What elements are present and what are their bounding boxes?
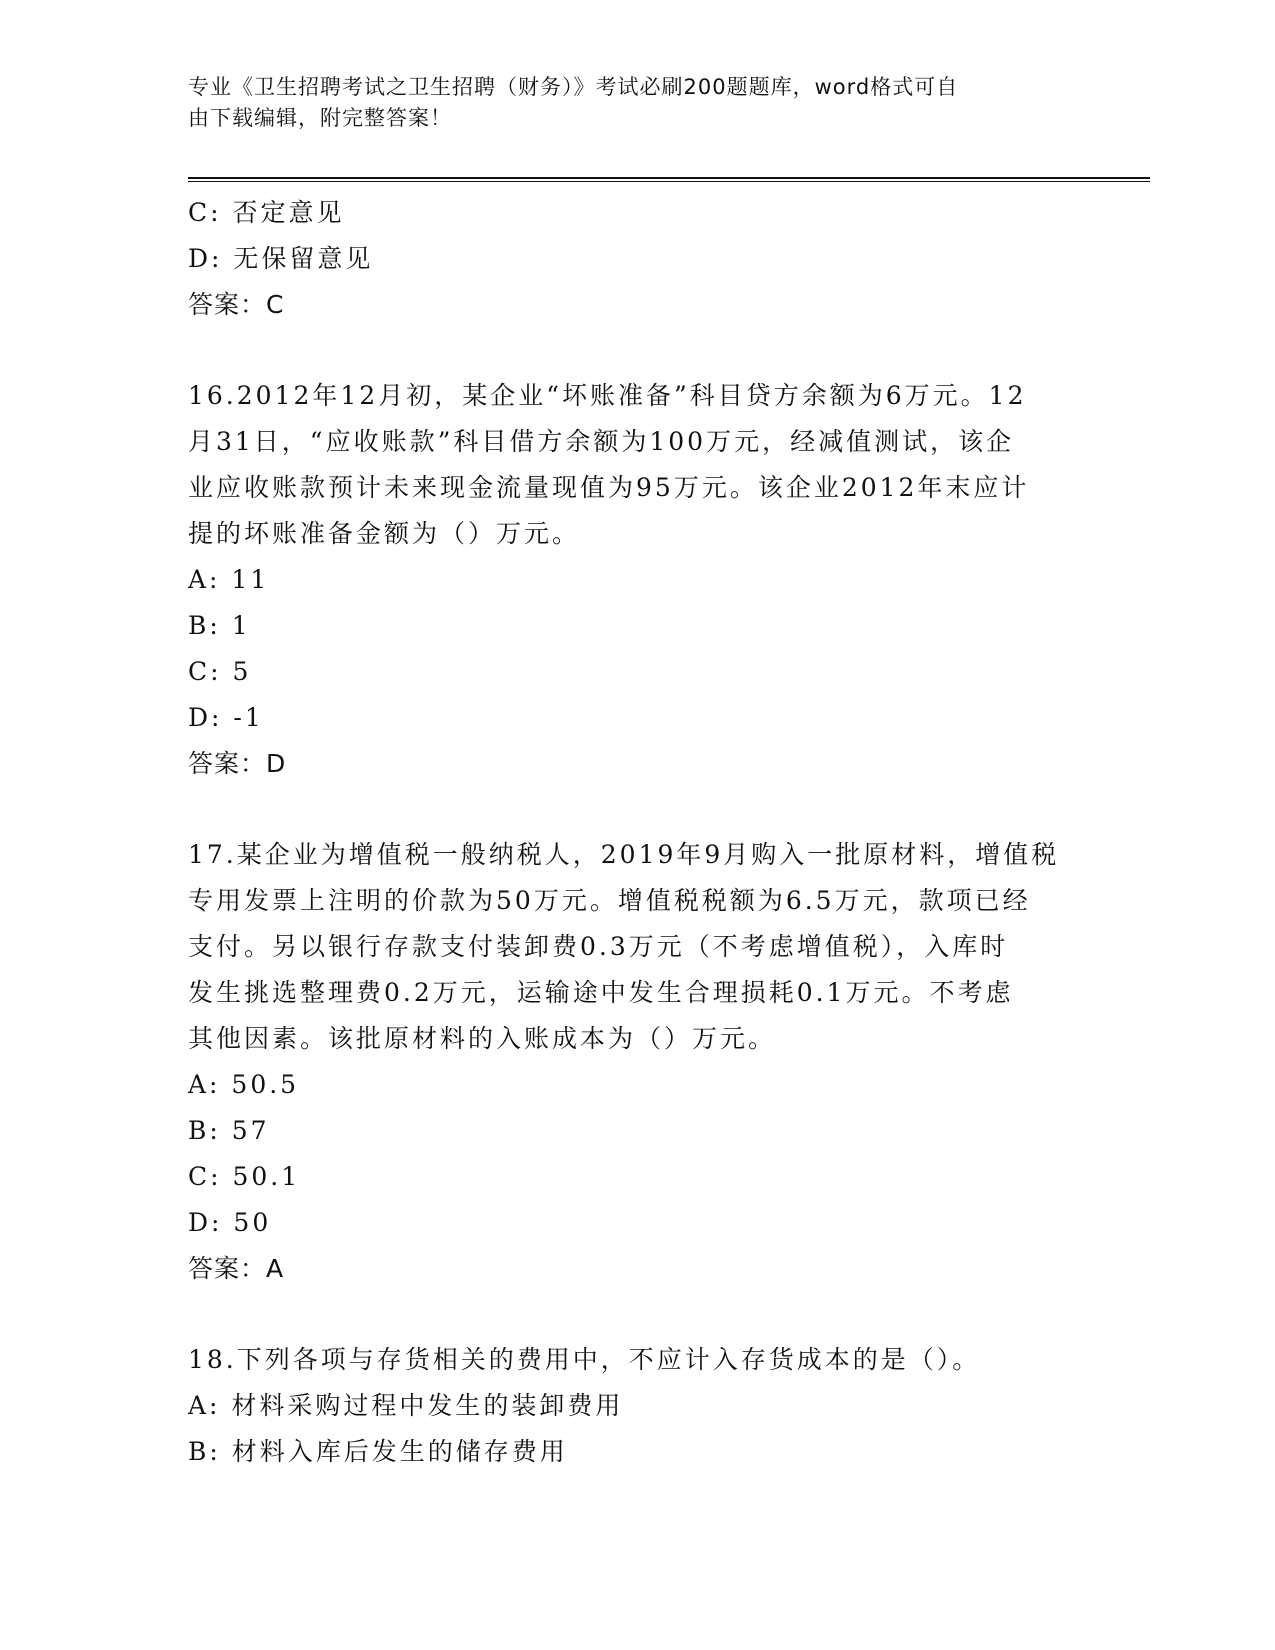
- header-divider-thin: [188, 181, 1150, 182]
- question-16-stem-line: 16.2012年12月初，某企业“坏账准备”科目贷方余额为6万元。12: [188, 381, 1027, 410]
- header-line-2: 由下载编辑，附完整答案！: [188, 106, 452, 130]
- question-16-option-c: C: 5: [188, 657, 252, 686]
- question-17: [188, 832, 1088, 1292]
- question-17-stem-line: 发生挑选整理费0.2万元，运输途中发生合理损耗0.1万元。不考虑: [188, 978, 1014, 1007]
- question-17-stem-line: 专用发票上注明的价款为50万元。增值税税额为6.5万元，款项已经: [188, 886, 1031, 915]
- question-18-option-b: B: 材料入库后发生的储存费用: [188, 1437, 568, 1466]
- question-16-option-d: D: -1: [188, 703, 264, 732]
- question-16-stem-line: 月31日，“应收账款”科目借方余额为100万元，经减值测试，该企: [188, 427, 1015, 456]
- question-17-option-d: D: 50: [188, 1208, 272, 1237]
- question-content: [188, 190, 1088, 1475]
- question-17-stem-line: 其他因素。该批原材料的入账成本为（）万元。: [188, 1024, 777, 1053]
- question-18-option-a: A: 材料采购过程中发生的装卸费用: [188, 1391, 624, 1420]
- question-18-stem-line: 18.下列各项与存货相关的费用中，不应计入存货成本的是（）。: [188, 1345, 981, 1374]
- header-line-1: 专业《卫生招聘考试之卫生招聘（财务）》考试必刷200题题库，word格式可自: [188, 75, 959, 99]
- header-divider-thick: [188, 177, 1150, 179]
- question-16: [188, 373, 1088, 787]
- question-16-stem-line: 提的坏账准备金额为（）万元。: [188, 519, 581, 548]
- question-17-stem-line: 17.某企业为增值税一般纳税人，2019年9月购入一批原材料，增值税: [188, 840, 1060, 869]
- question-17-option-c: C: 50.1: [188, 1162, 301, 1191]
- question-17-answer: 答案：A: [188, 1254, 285, 1283]
- prev-option-d: D: 无保留意见: [188, 244, 374, 273]
- question-18: [188, 1337, 1088, 1475]
- prev-answer: 答案：C: [188, 290, 285, 319]
- question-16-stem-line: 业应收账款预计未来现金流量现值为95万元。该企业2012年末应计: [188, 473, 1030, 502]
- question-17-option-a: A: 50.5: [188, 1070, 300, 1099]
- prev-option-c: C: 否定意见: [188, 198, 345, 227]
- question-17-option-b: B: 57: [188, 1116, 270, 1145]
- question-16-option-a: A: 11: [188, 565, 270, 594]
- question-16-answer: 答案：D: [188, 749, 287, 778]
- question-17-stem-line: 支付。另以银行存款支付装卸费0.3万元（不考虑增值税），入库时: [188, 932, 1009, 961]
- document-header: [188, 72, 1068, 134]
- question-16-option-b: B: 1: [188, 611, 251, 640]
